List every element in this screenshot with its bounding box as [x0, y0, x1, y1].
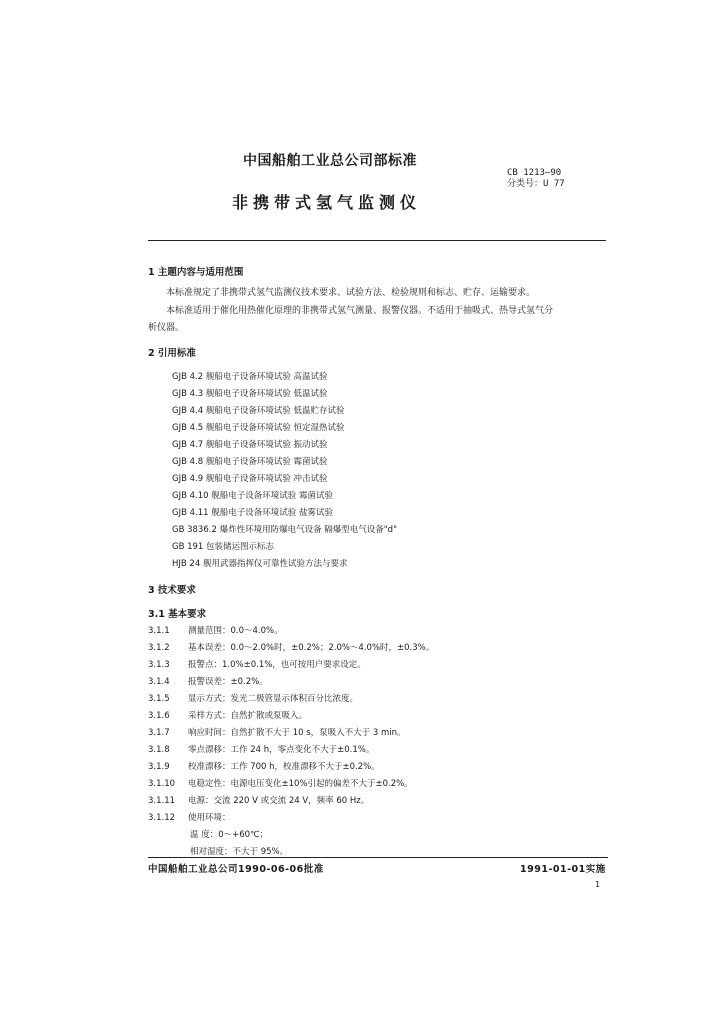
requirement-number: 3.1.12	[148, 813, 176, 823]
requirement-text: 电稳定性：电源电压变化±10%引起的偏差不大于±0.2%。	[188, 779, 413, 789]
requirement-text: 电源：交流 220 V 或交流 24 V，频率 60 Hz。	[188, 796, 370, 806]
requirement-number: 3.1.9	[148, 762, 170, 772]
requirement-text: 校准漂移：工作 700 h，校准漂移不大于±0.2%。	[188, 762, 380, 772]
requirement-text: 使用环境：	[188, 813, 231, 823]
reference-item: GJB 4.7 舰船电子设备环境试验 振动试验	[172, 440, 328, 450]
reference-item: GJB 4.3 舰船电子设备环境试验 低温试验	[172, 389, 328, 399]
section-1-para-1: 本标准规定了非携带式氢气监测仪技术要求、试验方法、检验规则和标志、贮存、运输要求。	[166, 288, 536, 298]
requirement-number: 3.1.4	[148, 677, 170, 687]
requirement-number: 3.1.5	[148, 694, 170, 704]
header-rule	[148, 240, 606, 241]
requirement-number: 3.1.11	[148, 796, 176, 806]
requirement-text: 报警误差：±0.2%。	[188, 677, 268, 687]
implementation-date: 1991-01-01实施	[520, 864, 606, 875]
requirement-item	[148, 675, 268, 687]
section-3-heading: 3 技术要求	[148, 585, 196, 596]
requirement-item	[148, 794, 369, 806]
document-title: 非携带式氢气监测仪	[232, 193, 422, 212]
standard-code-block	[507, 168, 565, 190]
requirement-text: 测量范围：0.0～4.0%。	[188, 626, 283, 636]
requirement-text: 采样方式：自然扩散或泵吸入。	[188, 711, 308, 721]
section-2-heading: 2 引用标准	[148, 348, 196, 359]
requirement-text: 响应时间：自然扩散不大于 10 s，泵吸入不大于 3 min。	[188, 728, 406, 738]
reference-item: GJB 4.9 舰船电子设备环境试验 冲击试验	[172, 474, 328, 484]
requirement-item	[148, 658, 366, 670]
classification-number: 分类号：U 77	[507, 179, 565, 189]
requirement-number: 3.1.10	[148, 779, 176, 789]
footer-rule	[148, 857, 608, 858]
requirement-item	[148, 624, 283, 636]
page-number: 1	[595, 880, 601, 889]
organization-title: 中国船舶工业总公司部标准	[243, 153, 417, 169]
requirement-text: 零点漂移：工作 24 h，零点变化不大于±0.1%。	[188, 745, 375, 755]
requirement-item	[148, 811, 231, 823]
requirement-text: 显示方式：发光二极管显示体积百分比浓度。	[188, 694, 359, 704]
section-1-heading: 1 主题内容与适用范围	[148, 267, 244, 278]
reference-item: GJB 4.8 舰船电子设备环境试验 霉菌试验	[172, 457, 328, 467]
reference-item: GJB 4.4 舰船电子设备环境试验 低温贮存试验	[172, 406, 345, 416]
requirement-item	[148, 777, 413, 789]
requirement-number: 3.1.8	[148, 745, 170, 755]
reference-item: GJB 4.5 舰船电子设备环境试验 恒定湿热试验	[172, 423, 345, 433]
requirement-text: 基本误差：0.0～2.0%时，±0.2%；2.0%～4.0%时，±0.3%。	[188, 643, 435, 653]
environment-humidity: 相对湿度：不大于 95%。	[190, 847, 289, 857]
requirement-item	[148, 760, 380, 772]
reference-item: GB 191 包装储运图示标志	[172, 542, 275, 552]
requirement-item	[148, 709, 307, 721]
requirement-number: 3.1.7	[148, 728, 170, 738]
section-1-para-2-cont: 析仪器。	[148, 323, 185, 333]
reference-item: HJB 24 舰用武器指挥仪可靠性试验方法与要求	[172, 559, 348, 569]
requirement-number: 3.1.6	[148, 711, 170, 721]
reference-item: GJB 4.10 舰船电子设备环境试验 霉菌试验	[172, 491, 333, 501]
requirement-number: 3.1.2	[148, 643, 170, 653]
requirement-item	[148, 692, 358, 704]
requirement-item	[148, 726, 406, 738]
requirement-text: 报警点：1.0%±0.1%，也可按用户要求设定。	[188, 660, 366, 670]
requirement-number: 3.1.1	[148, 626, 170, 636]
standard-code: CB 1213—90	[507, 168, 562, 178]
requirement-item	[148, 743, 374, 755]
approval-line: 中国船舶工业总公司1990-06-06批准	[148, 864, 324, 875]
section-1-para-2: 本标准适用于催化用热催化原理的非携带式氢气测量、报警仪器。不适用于抽吸式、热导式氢气分	[166, 306, 554, 316]
requirement-number: 3.1.3	[148, 660, 170, 670]
reference-item: GJB 4.2 舰船电子设备环境试验 高温试验	[172, 372, 328, 382]
reference-item: GB 3836.2 爆炸性环境用防爆电气设备 隔爆型电气设备"d"	[172, 525, 397, 535]
reference-item: GJB 4.11 舰船电子设备环境试验 盐雾试验	[172, 508, 333, 518]
subsection-3-1-heading: 3.1 基本要求	[148, 609, 207, 620]
requirement-item	[148, 641, 434, 653]
environment-temperature: 温 度：0～+60℃；	[190, 830, 269, 840]
